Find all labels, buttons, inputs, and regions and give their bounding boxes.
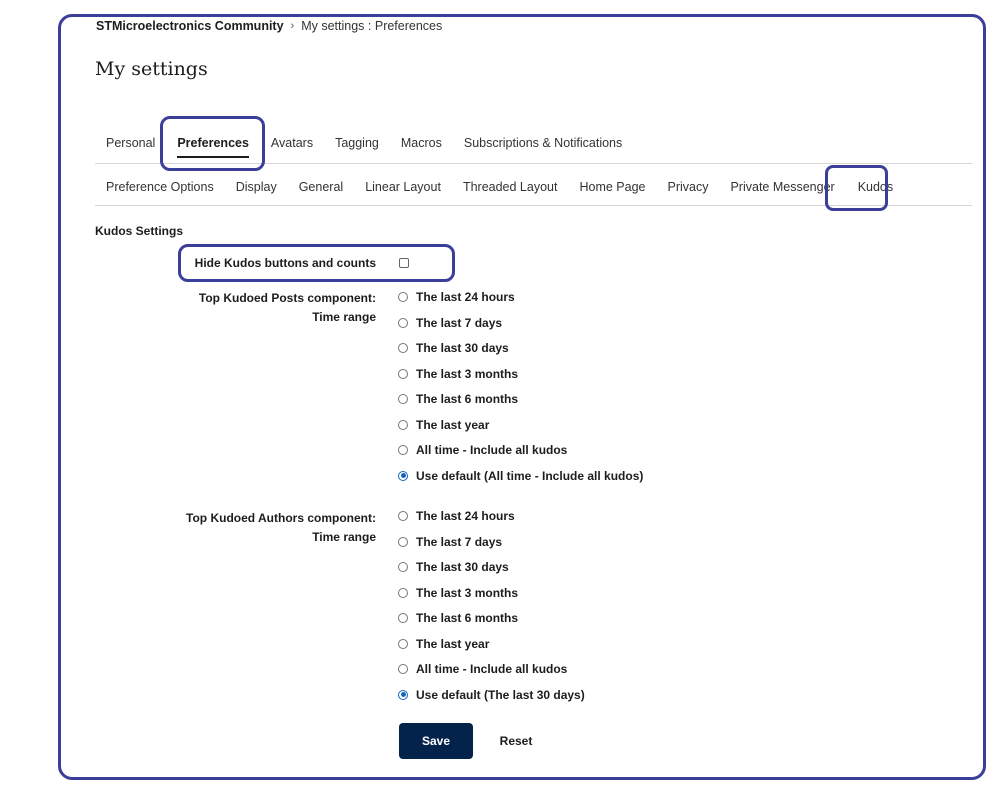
subtab-private-messenger[interactable]: Private Messenger	[730, 180, 835, 194]
posts-time-range-label	[199, 289, 376, 327]
save-button[interactable]: Save	[399, 723, 473, 759]
posts-radio-button[interactable]	[398, 343, 408, 353]
posts-option-label: The last 24 hours	[416, 290, 515, 304]
subtab-preference-options[interactable]: Preference Options	[106, 180, 214, 194]
authors-time-range-label	[186, 509, 376, 547]
posts-option-row[interactable]	[398, 340, 509, 356]
posts-option-row[interactable]	[398, 468, 643, 484]
subtab-threaded-layout[interactable]: Threaded Layout	[462, 180, 558, 194]
posts-option-label: The last 6 months	[416, 392, 519, 406]
posts-radio-button[interactable]	[398, 471, 408, 481]
authors-label-line2: Time range	[312, 530, 376, 544]
posts-option-label: The last 7 days	[416, 315, 503, 330]
posts-label-line2: Time range	[312, 310, 376, 324]
tab-macros[interactable]: Macros	[400, 136, 442, 150]
tab-subscriptions-notifications[interactable]: Subscriptions & Notifications	[463, 136, 623, 150]
tab-preferences[interactable]: Preferences	[166, 124, 260, 164]
posts-radio-button[interactable]	[398, 445, 408, 455]
posts-option-label: Use default (All time - Include all kudos)	[416, 468, 644, 483]
hide-kudos-checkbox[interactable]	[399, 258, 409, 268]
authors-option-row[interactable]	[398, 661, 567, 677]
posts-radio-button[interactable]	[398, 318, 408, 328]
authors-option-label: The last 3 months	[416, 585, 519, 600]
authors-option-label: The last 7 days	[416, 534, 503, 549]
authors-radio-button[interactable]	[398, 613, 408, 623]
posts-option-row[interactable]	[398, 289, 515, 305]
tab-avatars[interactable]: Avatars	[270, 136, 314, 150]
posts-option-row[interactable]	[398, 366, 518, 382]
subtab-privacy[interactable]: Privacy	[667, 180, 709, 194]
authors-option-row[interactable]	[398, 559, 509, 575]
breadcrumb	[96, 19, 442, 33]
authors-option-row[interactable]	[398, 534, 502, 550]
posts-option-label: The last 30 days	[416, 341, 509, 355]
posts-option-label: All time - Include all kudos	[416, 443, 568, 457]
subtab-linear-layout[interactable]: Linear Layout	[365, 180, 441, 194]
authors-option-label: The last 24 hours	[416, 509, 515, 523]
posts-option-row[interactable]	[398, 315, 502, 331]
authors-option-row[interactable]	[398, 610, 518, 626]
authors-option-row[interactable]	[398, 508, 515, 524]
breadcrumb-home-link[interactable]: STMicroelectronics Community	[96, 19, 284, 33]
authors-option-label: The last 6 months	[416, 611, 519, 625]
authors-radio-button[interactable]	[398, 639, 408, 649]
authors-radio-button[interactable]	[398, 690, 408, 700]
authors-option-row[interactable]	[398, 585, 518, 601]
posts-radio-button[interactable]	[398, 369, 408, 379]
subtab-general[interactable]: General	[298, 180, 344, 194]
posts-radio-button[interactable]	[398, 292, 408, 302]
subtab-kudos[interactable]: Kudos	[857, 180, 894, 194]
reset-button[interactable]: Reset	[489, 723, 543, 759]
authors-option-label: All time - Include all kudos	[416, 662, 568, 676]
posts-option-label: The last year	[416, 417, 490, 432]
subtab-display[interactable]: Display	[235, 180, 277, 194]
authors-option-label: Use default (The last 30 days)	[416, 687, 585, 702]
tab-personal[interactable]: Personal	[106, 136, 156, 150]
kudos-settings-heading: Kudos Settings	[95, 224, 184, 238]
posts-option-label: The last 3 months	[416, 366, 519, 381]
posts-label-line1: Top Kudoed Posts component:	[198, 291, 376, 305]
authors-radio-button[interactable]	[398, 588, 408, 598]
authors-option-label: The last year	[416, 636, 490, 651]
authors-option-row[interactable]	[398, 636, 489, 652]
authors-radio-button[interactable]	[398, 537, 408, 547]
authors-option-label: The last 30 days	[416, 560, 509, 574]
hide-kudos-label: Hide Kudos buttons and counts	[194, 256, 376, 270]
posts-option-row[interactable]	[398, 417, 489, 433]
primary-tab-bar	[95, 124, 972, 164]
authors-option-row[interactable]	[398, 687, 585, 703]
authors-radio-button[interactable]	[398, 511, 408, 521]
tab-tagging[interactable]: Tagging	[335, 136, 379, 150]
page-title: My settings	[95, 58, 208, 80]
active-tab-indicator	[177, 156, 249, 158]
authors-radio-button[interactable]	[398, 664, 408, 674]
authors-label-line1: Top Kudoed Authors component:	[186, 511, 376, 525]
posts-radio-button[interactable]	[398, 394, 408, 404]
posts-option-row[interactable]	[398, 391, 518, 407]
breadcrumb-current: My settings : Preferences	[301, 19, 443, 33]
authors-radio-button[interactable]	[398, 562, 408, 572]
subtab-home-page[interactable]: Home Page	[579, 180, 646, 194]
posts-radio-button[interactable]	[398, 420, 408, 430]
breadcrumb-chevron-icon: ›	[290, 20, 295, 32]
posts-option-row[interactable]	[398, 442, 567, 458]
secondary-tab-bar	[95, 168, 972, 206]
